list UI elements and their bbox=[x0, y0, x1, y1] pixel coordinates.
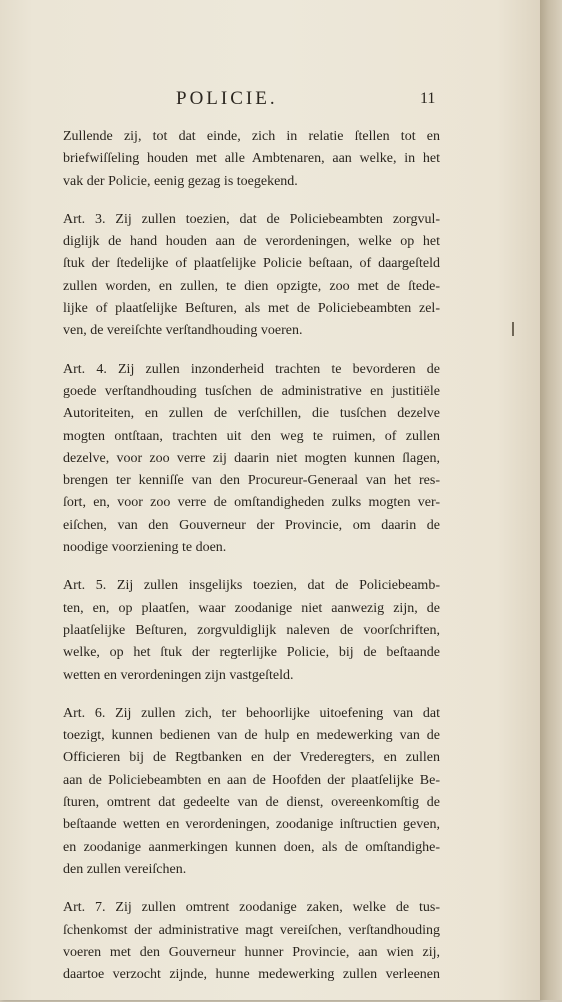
text-line: plaatſelijke Beſturen, zorgvuldiglijk naleven de voorſchriften, bbox=[63, 622, 440, 638]
text-line: daartoe verzocht zijnde, hunne medewerking zullen verleenen bbox=[63, 967, 440, 983]
text-line: Art. 6. Zij zullen zich, ter behoorlijke uitoefening van dat bbox=[63, 705, 440, 721]
paragraph bbox=[63, 126, 440, 193]
text-line: Autoriteiten, en zullen de verſchillen, die tusſchen dezelve bbox=[63, 406, 440, 422]
page-number: 11 bbox=[420, 90, 436, 107]
text-line: brengen ter kenniſſe van den Procureur-Generaal van het res- bbox=[63, 473, 440, 489]
paragraph-art-4 bbox=[63, 359, 440, 560]
text-line: Art. 5. Zij zullen insgelijks toezien, dat de Policiebeamb- bbox=[63, 578, 440, 594]
running-title: POLICIE. bbox=[176, 88, 278, 109]
text-line: en zoodanige aanmerkingen kunnen doen, als de omſtandighe- bbox=[63, 839, 440, 855]
text-line: den zullen vereiſchen. bbox=[63, 861, 187, 877]
paragraph-art-3 bbox=[63, 209, 440, 343]
text-line: eiſchen, van den Gouverneur der Provincie, om daarin de bbox=[63, 517, 440, 533]
text-line: ſort, en, voor zoo verre de omſtandigheden zulks mogten ver- bbox=[63, 495, 440, 511]
text-line: goede verſtandhouding tusſchen de administrative en justitiële bbox=[63, 383, 440, 399]
text-line: noodige voorziening te doen. bbox=[63, 540, 227, 556]
text-line: ſturen, omtrent dat gedeelte van de dienst, overeenkomſtig de bbox=[63, 795, 440, 811]
paragraph-art-6 bbox=[63, 703, 440, 881]
paragraph-art-5 bbox=[63, 575, 440, 686]
text-line: Officieren bij de Regtbanken en der Vrederegters, en zullen bbox=[63, 750, 440, 766]
page-header bbox=[0, 88, 540, 114]
margin-mark bbox=[512, 322, 514, 336]
body-text bbox=[63, 126, 440, 1002]
text-line: Art. 4. Zij zullen inzonderheid trachten te bevorderen de bbox=[63, 361, 440, 377]
text-line: briefwiſſeling houden met alle Ambtenaren, aan welke, in het bbox=[63, 151, 440, 167]
text-line: welke, op het ſtuk der regterlijke Policie, bij de beſtaande bbox=[63, 645, 440, 661]
text-line: Art. 3. Zij zullen toezien, dat de Policiebeambten zorgvul- bbox=[63, 211, 440, 227]
text-line: ſtuk der ſtedelijke of plaatſelijke Policie beſtaan, of daargeſteld bbox=[63, 256, 440, 272]
text-line: ſchenkomst der administrative magt vereiſchen, verſtandhouding bbox=[63, 922, 440, 938]
text-line: vak der Policie, eenig gezag is toegekend. bbox=[63, 173, 298, 189]
text-line: voeren met den Gouverneur hunner Provincie, aan wien zij, bbox=[63, 944, 440, 960]
text-line: mogten ontſtaan, trachten uit den weg te ruimen, of zullen bbox=[63, 428, 440, 444]
text-line: wetten en verordeningen zijn vastgeſteld. bbox=[63, 667, 294, 683]
text-line: toezigt, kunnen bedienen van de hulp en medewerking van de bbox=[63, 728, 440, 744]
text-line: ven, de vereiſchte verſtandhouding voeren. bbox=[63, 323, 303, 339]
page-edge-shadow bbox=[540, 0, 562, 1000]
text-line: dezelve, voor zoo verre zij daarin niet mogten kunnen ſlagen, bbox=[63, 450, 440, 466]
text-line: Art. 7. Zij zullen omtrent zoodanige zaken, welke de tus- bbox=[63, 900, 440, 916]
text-line: beſtaande wetten en verordeningen, zoodanige inſtructien geven, bbox=[63, 817, 440, 833]
text-line: diglijk de hand houden aan de verordeningen, welke op het bbox=[63, 234, 440, 250]
text-line: Zullende zij, tot dat einde, zich in relatie ſtellen tot en bbox=[63, 129, 440, 144]
text-line: ten, en, op plaatſen, waar zoodanige niet aanwezig zijn, de bbox=[63, 600, 440, 616]
text-line: zullen worden, en zullen, te dien opzigte, zoo met de ſtede- bbox=[63, 278, 440, 294]
text-line: aan de Policiebeambten en aan de Hoofden der plaatſelijke Be- bbox=[63, 772, 440, 788]
paragraph-art-7 bbox=[63, 897, 440, 986]
text-line: lijke of plaatſelijke Beſturen, als met de Policiebeambten zel- bbox=[63, 301, 440, 317]
